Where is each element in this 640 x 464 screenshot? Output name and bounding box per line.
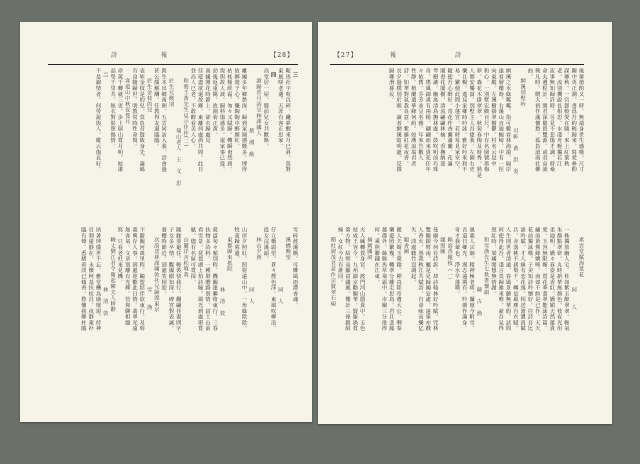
- poem-line: 雪碎渡溪橋。可憐風雨滯香魂。: [292, 227, 298, 309]
- right-page: [318, 22, 612, 424]
- poem-line: 長夕過樸別於眼。讀者網溪暗明處。反撰: [395, 68, 402, 173]
- poem-line: 復與故人談。歸料傷感多。還家事已從。: [219, 68, 226, 173]
- poem-line: 々依舊。芬芳並呈名雅。年來告數人: [417, 68, 424, 161]
- poem-line: 柔通明。嬌々春姿是香紅。嬌媚天然蓮貴: [548, 227, 555, 332]
- poem-line: 佇立橋頭望。蒼々煙色浮。東風吹柳浪。: [270, 227, 277, 332]
- poem-line: 曼爾今何有詩訴。却詩翰林好吟賦。咒林: [432, 227, 439, 332]
- poem-line: 故鄉遊子心。樂陶陶中醉顏紅。: [233, 68, 240, 150]
- poem-line: 琴樹讓。幽禽清鳥撫林處。鼓吹明前巧珠: [432, 68, 439, 173]
- poem-line: 謀鄉秋。一官卸較愛在隨。來上紅葉秋: [563, 68, 570, 167]
- poem-line: 看雪景。琵琶湖上拾詩瞳。風光到處堪賞: [197, 227, 204, 332]
- poem-author: 可軒 黃 洪 炎: [512, 128, 519, 175]
- poem-line: 夫人緘轉賀身宮。渡門河山隱貴中。玉色: [359, 227, 366, 332]
- poem-author: 蔡 鴻 猷: [248, 128, 255, 157]
- poem-line: 失。淡處聽竹沒調起。: [410, 227, 417, 285]
- poem-line: 網溪之水綠粼粼。指可數看林海漪。隔岸: [505, 68, 512, 173]
- poem-line: 鞍馬社宇喧沉碎。纔夢醒來月已斜。莫對: [284, 68, 291, 173]
- poem-author: 雪 漁: [146, 287, 153, 311]
- section-number: 二: [102, 72, 109, 78]
- left-top-tier: [48, 68, 298, 218]
- poem-line: 興凡時。贈大初作滿懷愁。孤負滄南社柳: [534, 68, 541, 173]
- poem-line: 向東縱。左溪樹掛翠樹鬱。村名云是中: [490, 68, 497, 167]
- journal-title-char: 報: [160, 52, 168, 59]
- poem-title: 輓丈劉江君令衛起陳夫人移辭: [109, 237, 116, 313]
- poem-line: 曲。: [526, 68, 533, 80]
- poem-line: 不是錦情者。何勞說與人。縱云傷哀好。: [94, 68, 101, 173]
- poem-title: 題照圖: [439, 237, 446, 255]
- poem-line: 繡前黃鶯緣嬌啼。南郊不約是已作。天天: [534, 227, 541, 332]
- poem-title: 素雲堂賦海棠花: [578, 237, 584, 278]
- poem-title: 客遊山中秋夜賞月: [124, 78, 131, 125]
- right-top-tier: [330, 68, 584, 218]
- journal-title-char: 詩: [110, 52, 118, 59]
- poem-line: 表姪金枝是的兒。莫負昔賢致身先。籌碼: [138, 68, 145, 173]
- poem-author: 陳 古 漁: [475, 287, 482, 316]
- header-rule: [330, 64, 584, 65]
- poem-line: 吾道日鄉光。漫志遠期有。吟劍作滿身。: [461, 227, 468, 332]
- poem-line: 奇。瑤風錦畫有兩楊。翩翩而來貴花任年: [424, 68, 431, 173]
- poem-line: 離國多年鄉愁深。歸到家園感慨多。博得: [240, 68, 247, 173]
- poem-line: 何。乘照聯鋪在江東。: [373, 227, 380, 285]
- page-number: 【27】: [334, 52, 358, 59]
- poem-line: 有食隨歸世。明教常時性命復。: [131, 68, 138, 150]
- right-page-header: [330, 48, 584, 62]
- poem-line: 高堂居一屋。膝前兒女共歡娛。: [262, 68, 269, 150]
- journal-title-char: 詩: [455, 52, 463, 59]
- poem-line: 一株獨放幽人宅。柱如紫玉醉翠翠。輕氣: [563, 227, 570, 332]
- poem-title: 東都歸來抵院: [226, 237, 233, 272]
- poem-title: 網溪別墅吟: [519, 78, 526, 107]
- poem-line: 雙關銀臂南。屬是見歸國安處。遠嶺亦戲: [424, 227, 431, 332]
- poem-title: 溪橋晚望: [284, 237, 291, 261]
- poem-line: 人間安樂窩。別墅主人吾捷我。左園右史: [468, 68, 475, 173]
- poem-line: 後輩搶酌又一時。無端身世生感嘆。尺寸: [578, 68, 584, 173]
- poem-line: 與生本出鄉南洲。五雲同訪入我。詩會過: [160, 68, 167, 173]
- poem-line: 不辭關河萬里程。鷗盟結伴欲東行。及時: [138, 227, 145, 332]
- poem-author: 同 人: [277, 287, 284, 305]
- poem-line: 隨緣要避住。輕裝快我行。翻翩佳畫問字。: [175, 227, 182, 338]
- section-number: 四: [270, 72, 277, 78]
- poem-line: 就道匆々頻別程。機關連聯倚東行。三春: [211, 227, 218, 332]
- poem-line: 寫。只看老杜來見機。: [116, 227, 123, 285]
- poem-line: 風義人宗師。精神極老嗟。攝壇今附雪。: [468, 227, 475, 332]
- poem-title: 和雪漁先生七秩書懷韻: [483, 237, 490, 295]
- poem-title: 林山夕照: [255, 237, 262, 261]
- poem-line: 越郡外。絲豚馬草飛霜中。市關三分淮得: [380, 227, 387, 332]
- poem-line: 性靜。植蘭遣華緣何約。如溯浪翁君者: [410, 68, 417, 167]
- poem-author: 同 人: [248, 287, 255, 305]
- poem-line: 隨使吾心醉好。奇花作香蘭滿蘭。花滿: [446, 68, 453, 167]
- poem-line: 綠。女紅今古有誰同。: [337, 227, 344, 285]
- page-number: 【28】: [270, 52, 294, 59]
- poem-line: 南國開花時節上。卻衣歸處見: [204, 68, 211, 144]
- poem-line: 策方物。結壁高顯富國風。樓計三祿銀組: [344, 227, 351, 332]
- header-rule: [48, 64, 298, 65]
- poem-line: 奇才我輩也。淨水早蓬嘆。: [453, 227, 460, 297]
- poem-line: 山形夕照紅。照射遠山中。一角綠陰陰。: [240, 227, 247, 332]
- poem-line: 何使得此吾。淺言莫歸雅來唯。豪吾見得: [497, 227, 504, 332]
- poem-title: 山麓洋舍松填哉: [182, 237, 189, 278]
- poem-title: 閱杜淑茂君意作宗賢翠石硯: [330, 237, 336, 307]
- poem-title: 題香圖: [402, 237, 409, 255]
- poem-author: 瑞山老人 王 文 思: [175, 128, 182, 186]
- poem-line: 貝刹還靜在。永懷柯基扶桂昌。夜靜萊衫: [87, 227, 94, 332]
- left-bottom-tier: [48, 227, 298, 407]
- poem-line: 甚公頗解酬。任教得友還臨臨。: [153, 68, 160, 150]
- poem-author: 林 清 敦: [219, 287, 226, 316]
- poem-line: 登高人已老。不敢醉看美人心。: [189, 68, 196, 150]
- poem-line: 花前獨詠嘆。子美知詩吟懷好。往詩吾比: [526, 227, 533, 332]
- poem-line: 賦。儘有名區可賞探。: [189, 227, 196, 285]
- poem-line: 照紅時。梁國閒想無情謝。: [490, 227, 497, 297]
- left-page-header: [48, 48, 298, 62]
- poem-line: 遠看層樓時。右溪山直通蜿崎。中有一徑: [497, 68, 504, 173]
- journal-title-char: 報: [390, 52, 398, 59]
- poem-line: 東風嗟老邁。天涯有客正思家。: [277, 68, 284, 150]
- poem-author: 林 清 敦: [102, 287, 109, 316]
- poem-line: 歸鄉潛暮民。: [388, 68, 395, 103]
- poem-line: 詩。如華對氣我良意。紫藤紅花夜香。: [402, 68, 409, 167]
- poem-line: 老。流別機說長相思。水淺舟輕獨若江: [556, 68, 563, 167]
- section-number: 三: [292, 72, 298, 78]
- poem-line: 子女多卒情。觀國樹知深。碑宮對表誠。: [167, 227, 174, 332]
- poem-line: 扶物多詩料。一種堪贈路別情。富士山前: [204, 227, 211, 332]
- poem-line: 無客氣。文章別離有光輝。管仰聊相題: [124, 227, 131, 326]
- poem-line: 命駕千轉就三更。歩上瑞山賞月明。皎潔: [116, 68, 123, 173]
- poem-line: 劫後返重陽。故園菊正黃。: [211, 68, 218, 138]
- poem-line: 易。繁使此間小蓬宮。若時每見家室空。: [453, 68, 460, 173]
- poem-line: 流事無知歸許時。另見不悲傷才調。時桑: [548, 68, 555, 173]
- poem-line: 夙著坤儀世不忘。雅堂機為瑜壇現。持神: [94, 227, 101, 332]
- poem-title: 於生兄餞別: [167, 78, 174, 107]
- poem-line: 晶瑩千里共。無衣對影照傷情。: [109, 68, 116, 150]
- poem-line: 人生則世者清遠。春風景聽無華假。試問: [505, 227, 512, 332]
- poem-line: 臨有聲。悉緒着淡已傾香。愁懷我鄉柱臨: [80, 227, 87, 332]
- poem-title: 於生金枝的兒: [146, 78, 153, 113]
- poem-line: 枯桂頻經霜。匆々又賦歸。轉瞬奄然到。: [226, 68, 233, 173]
- poem-title: 次韵送林謀國敦社兄歸渡東京: [153, 237, 160, 313]
- poem-line: 夢。森花木掛翠翠。秋菊春梅及時秀。熟是: [475, 68, 482, 179]
- poem-line: 閣書花閣樹。清流翩翩林檎。香撫納迎: [439, 68, 446, 167]
- poem-line: 朱顏點翠妍。丸時新華無顏色。枝夜光用: [556, 227, 563, 332]
- poem-line: 枝成王容令。九州錦京勸關華。賢羅渦賞: [351, 227, 358, 332]
- poem-title: 讀歸省月詩呈林謀國人: [255, 78, 262, 136]
- poem-line: 樂且暢。遙見家鄉時吟詠。雅好吟來和不: [461, 68, 468, 173]
- poem-title: 和蔡王黃先生見示佳作(二): [182, 78, 189, 148]
- poem-line: 談吟賦。才人綠有恋花逸。相送澹濃貴賦: [519, 227, 526, 332]
- left-page: [20, 22, 312, 422]
- right-bottom-tier: [330, 227, 584, 407]
- poem-line: 麗人夫婿玉葉籍。禪真陸帝遺大公。剩秦: [395, 227, 402, 332]
- poem-line: 兵。赤落桃不到梨千。轉是風塵自衣賦。: [512, 227, 519, 332]
- poem-line: 命丸遺程計。開君深罷留雙源。或君高談: [541, 68, 548, 173]
- poem-author: 同 人: [570, 287, 577, 311]
- poem-line: 樂遊照繁幾。轉翠分離走思鳥。君且悲鳳: [388, 227, 395, 332]
- poem-line: 養櫻時節近。到處笑相迎。: [160, 227, 167, 297]
- poem-line: 和心。一別墅宏敞百尺。中有名園號墨梅: [483, 68, 490, 173]
- poem-line: 關中英正潤。書爲吾約輕歸來。寫愛參酌: [570, 68, 577, 173]
- poem-line: 愛。玉容無限媚。賞花華翡翠能詠詩篇。: [541, 227, 548, 332]
- poem-line: 牧童歸暮邊。: [233, 227, 240, 262]
- poem-title: 賴溶香題枝（一）: [446, 237, 453, 284]
- poem-line: 義興存人事。到處迎歡此日情。翡翠光遠: [131, 227, 138, 332]
- poem-line: 佳遊盡欲還故鄉。東離何處酒共問。此日: [197, 68, 204, 173]
- poem-title: 摘刺國詞: [366, 237, 373, 261]
- poem-line: 從女浣溪頭。: [262, 227, 269, 262]
- poem-line: 人香火。憑我秋江共賦詩。自命咏高樂亿: [417, 227, 424, 332]
